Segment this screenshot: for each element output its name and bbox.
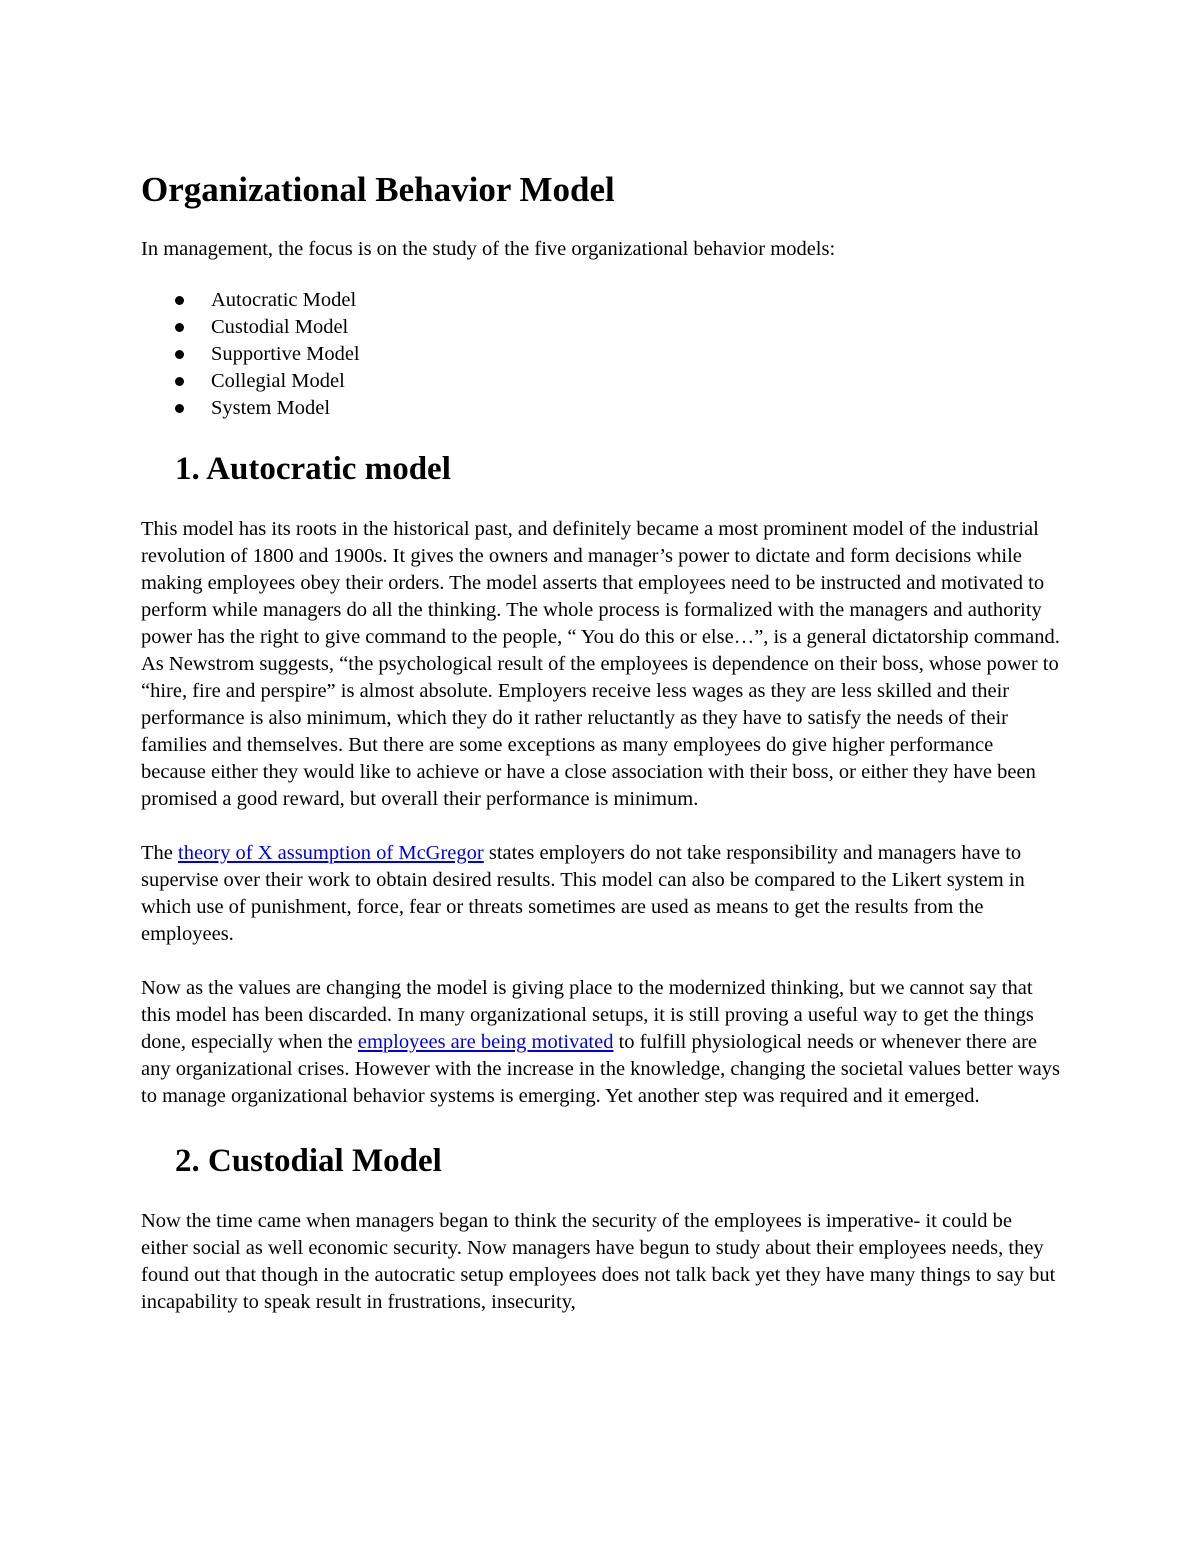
bullet-icon — [175, 350, 184, 359]
autocratic-paragraph-1: This model has its roots in the historical past, and definitely became a most prominent model of the industrial revolution of 1800 and 1900s. It gives the owners and manager’s power to dictate and form decisions while making employees obey their orders. The model asserts that employees need to be instructed and motivated to perform while managers do all the thinking. The whole process is formalized with the managers and authority power has the right to give command to the people, “ You do this or else…”, is a general dictatorship command. As Newstrom suggests, “the psychological result of the employees is dependence on their boss, whose power to “hire, fire and perspire” is almost absolute. Employers receive less wages as they are less skilled and their performance is also minimum, which they do it rather reluctantly as they have to satisfy the needs of their families and themselves. But there are some exceptions as many employees do give higher performance because either they would like to achieve or have a close association with their boss, or either they have been promised a good reward, but overall their performance is minimum. — [141, 518, 1060, 810]
bullet-icon — [175, 323, 184, 332]
document-page — [141, 168, 1061, 1343]
section-heading-custodial: 2. Custodial Model — [175, 1143, 442, 1179]
employees-motivated-link[interactable]: employees are being motivated — [357, 1031, 614, 1053]
list-item: System Model — [141, 395, 1061, 422]
list-item: Autocratic Model — [141, 287, 1061, 314]
intro-paragraph: In management, the focus is on the study of the five organizational behavior models: — [141, 238, 836, 260]
list-item: Supportive Model — [141, 341, 1061, 368]
bullet-icon — [175, 296, 184, 305]
mcgregor-theory-link[interactable]: theory of X assumption of McGregor — [178, 842, 484, 864]
list-item: Collegial Model — [141, 368, 1061, 395]
bullet-icon — [175, 404, 184, 413]
list-item: Custodial Model — [141, 314, 1061, 341]
document-title: Organizational Behavior Model — [141, 170, 615, 209]
autocratic-paragraph-2: The theory of X assumption of McGregor states employers do not take responsibility and managers have to supervise over their work to obtain desired results. This model can also be compared to the Likert system in which use of punishment, force, fear or threats sometimes are used as means to get the results from the employees. — [141, 842, 1025, 945]
bullet-icon — [175, 377, 184, 386]
autocratic-paragraph-3: Now as the values are changing the model is giving place to the modernized thinking, but we cannot say that this model has been discarded. In many organizational setups, it is still proving a useful way to get the things done, especially when the employees are being motivated to fulfill physiological needs or whenever there are any organizational crises. However with the increase in the knowledge, changing the societal values better ways to manage organizational behavior systems is emerging. Yet another step was required and it emerged. — [141, 977, 1060, 1107]
section-heading-autocratic: 1. Autocratic model — [175, 451, 451, 487]
custodial-paragraph-1: Now the time came when managers began to think the security of the employees is imperative- it could be either social as well economic security. Now managers have begun to study about their employees needs, they found out that though in the autocratic setup employees does not talk back yet they have many things to say but incapability to speak result in frustrations, insecurity, — [141, 1210, 1056, 1313]
models-list — [141, 287, 1061, 422]
